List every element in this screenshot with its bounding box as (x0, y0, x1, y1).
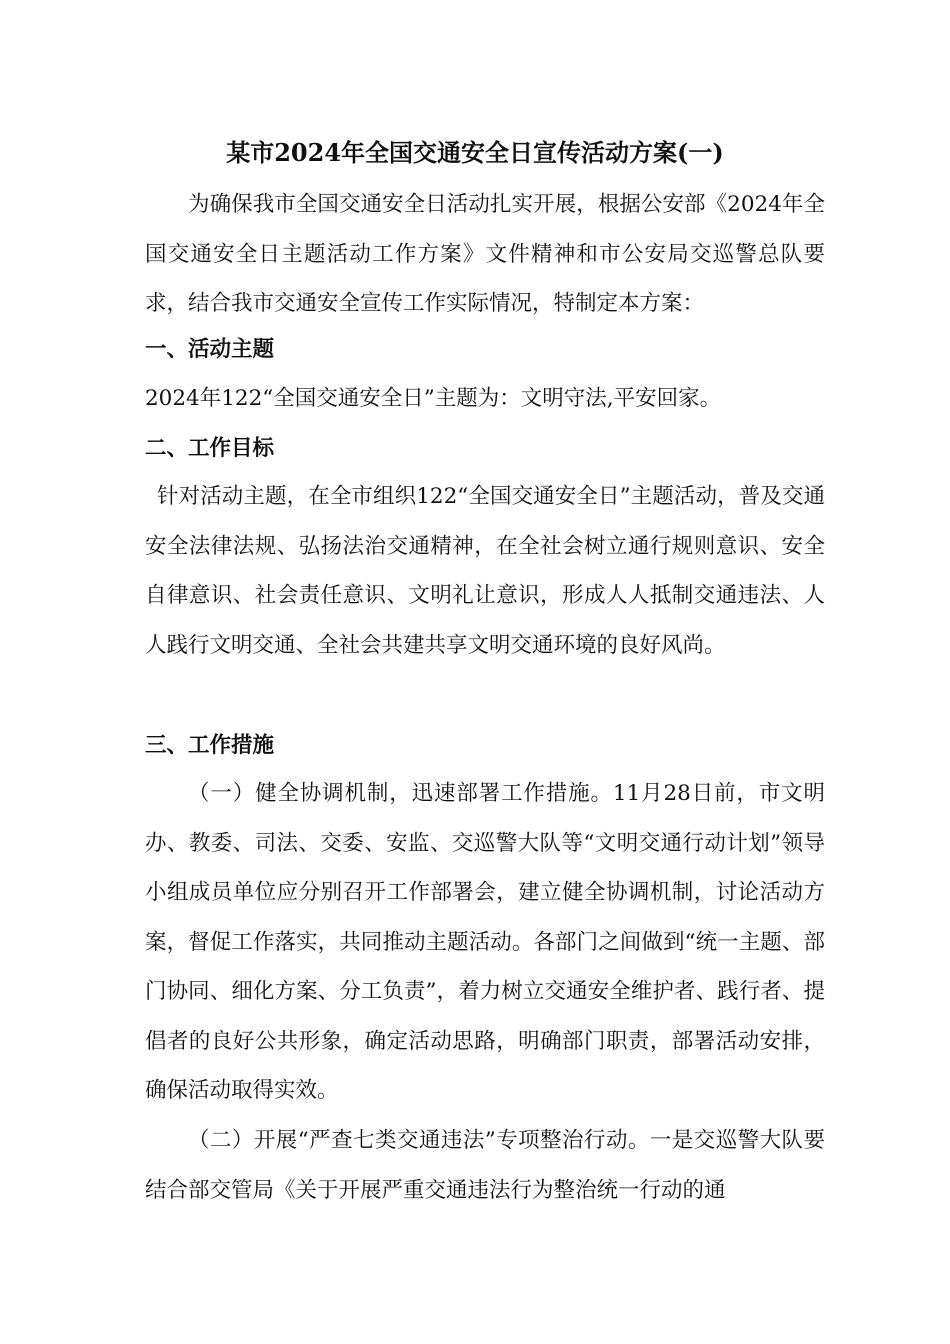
measure-item-1: （一）健全协调机制，迅速部署工作措施。11月28日前，市文明办、教委、司法、交委、安监、交巡警大队等“文明交通行动计划”领导小组成员单位应分别召开工作部署会，建立健全协调机制，讨论活动方案，督促工作落实，共同推动主题活动。各部门之间做到“统一主题、部门协同、细化方案、分工负责”，着力树立交通安全维护者、践行者、提倡者的良好公共形象，确定活动思路，明确部门职责，部署活动安排，确保活动取得实效。 (145, 781, 825, 1103)
theme-paragraph: 2024年122“全国交通安全日”主题为：文明守法,平安回家。 (145, 386, 722, 411)
intro-paragraph: 为确保我市全国交通安全日活动扎实开展，根据公安部《2024年全国交通安全日主题活动工作方案》文件精神和市公安局交巡警总队要求，结合我市交通安全宣传工作实际情况，特制定本方案： (145, 192, 825, 316)
measure-item-2: （二）开展“严查七类交通违法”专项整治行动。一是交巡警大队要结合部交管局《关于开展严重交通违法行为整治统一行动的通 (145, 1128, 825, 1203)
document-title: 某市2024年全国交通安全日宣传活动方案(一) (226, 138, 724, 167)
section-heading-measures: 三、工作措施 (145, 733, 275, 758)
goals-paragraph: 针对活动主题，在全市组织122“全国交通安全日”主题活动，普及交通安全法律法规、弘扬法治交通精神，在全社会树立通行规则意识、安全自律意识、社会责任意识、文明礼让意识，形成人人抵制交通违法、人人践行文明交通、全社会共建共享文明交通环境的良好风尚。 (145, 484, 825, 658)
section-heading-theme: 一、活动主题 (145, 337, 275, 362)
section-heading-goals: 二、工作目标 (145, 436, 275, 461)
